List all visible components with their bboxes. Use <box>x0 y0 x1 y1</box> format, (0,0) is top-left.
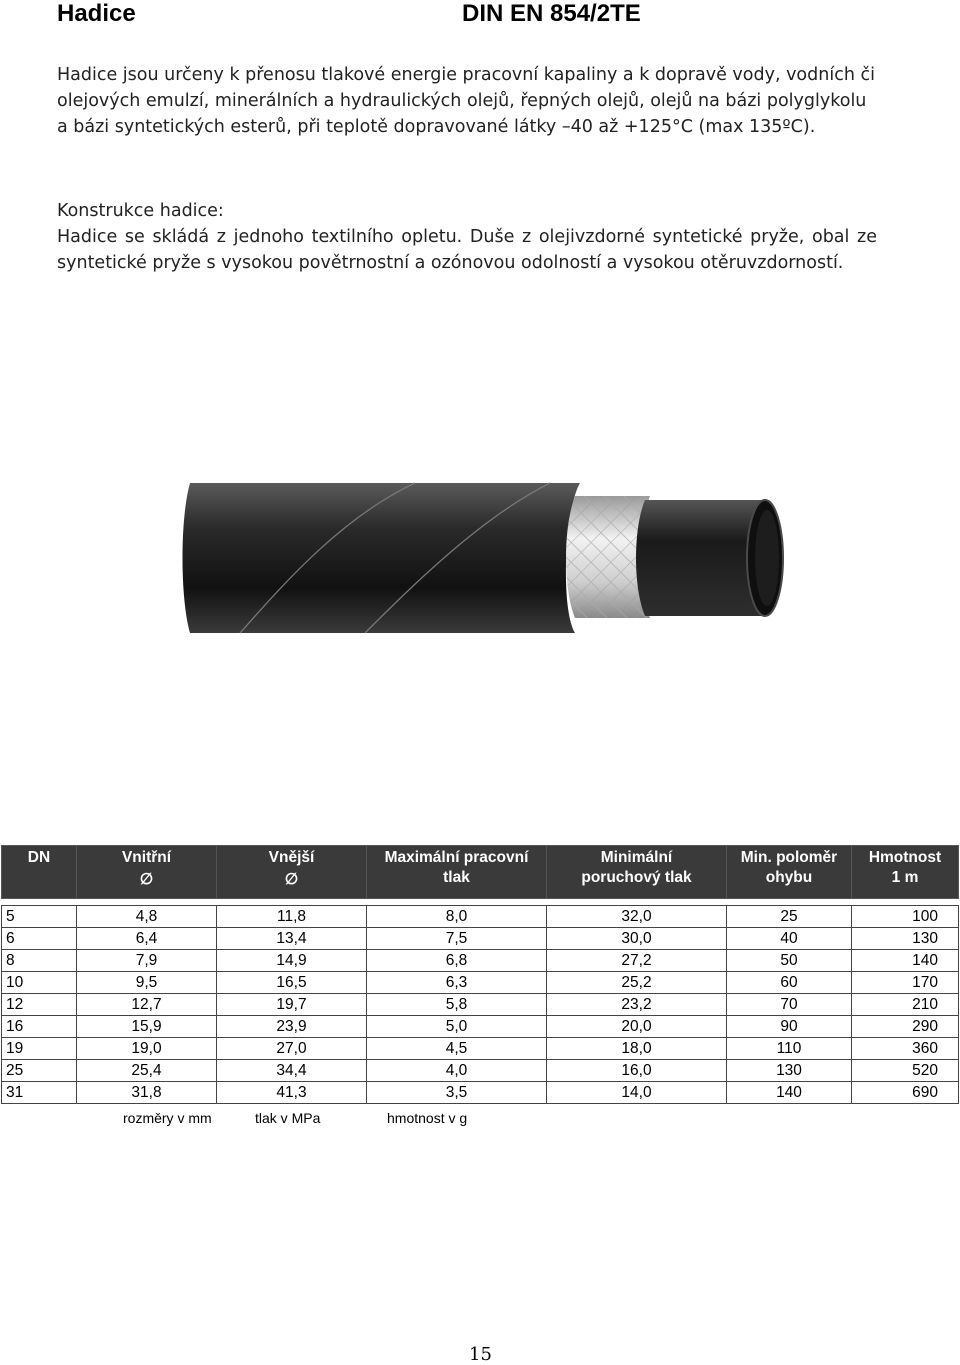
table-row: 8 7,9 14,9 6,8 27,2 50 140 <box>2 950 959 972</box>
construction-heading: Konstrukce hadice: <box>57 201 224 221</box>
diameter-icon: ∅ <box>139 871 154 888</box>
page-header <box>57 0 940 28</box>
page-number: 15 <box>469 1344 492 1365</box>
units-pressure: tlak v MPa <box>255 1110 321 1126</box>
spec-table <box>1 845 959 1104</box>
table-header-row <box>2 846 959 899</box>
header-min-burst-pressure: Minimální poruchový tlak <box>547 846 727 899</box>
table-row: 31 31,8 41,3 3,5 14,0 140 690 <box>2 1082 959 1104</box>
diameter-icon: ∅ <box>284 871 299 888</box>
standard-code: DIN EN 854/2TE <box>462 0 641 27</box>
header-outer-diameter: Vnější ∅ <box>217 846 367 899</box>
units-dimensions: rozměry v mm <box>123 1110 212 1126</box>
hose-illustration <box>180 478 790 638</box>
table-row: 6 6,4 13,4 7,5 30,0 40 130 <box>2 928 959 950</box>
intro-paragraph: Hadice jsou určeny k přenosu tlakové energie pracovní kapaliny a k dopravě vody, vodních či olejových emulzí, minerálních a hydraulických olejů, řepných olejů, olejů na bázi polyglykolu a bázi syntetických esterů, při teplotě dopravované látky –40 až +125°C (max 135ºC). <box>57 65 875 137</box>
table-row: 19 19,0 27,0 4,5 18,0 110 360 <box>2 1038 959 1060</box>
units-weight: hmotnost v g <box>387 1110 468 1126</box>
header-max-pressure: Maximální pracovní tlak <box>367 846 547 899</box>
header-dn: DN <box>2 846 77 899</box>
construction-paragraph: Hadice se skládá z jednoho textilního opletu. Duše z olejivzdorné syntetické pryže, obal ze syntetické pryže s vysokou povětrnostní a ozónovou odolností a vysokou otěruvzdorností. <box>57 227 877 273</box>
table-row: 16 15,9 23,9 5,0 20,0 90 290 <box>2 1016 959 1038</box>
table-row: 25 25,4 34,4 4,0 16,0 130 520 <box>2 1060 959 1082</box>
header-inner-diameter: Vnitřní ∅ <box>77 846 217 899</box>
header-weight: Hmotnost 1 m <box>852 846 959 899</box>
header-bend-radius: Min. poloměr ohybu <box>727 846 852 899</box>
table-row: 10 9,5 16,5 6,3 25,2 60 170 <box>2 972 959 994</box>
table-row: 5 4,8 11,8 8,0 32,0 25 100 <box>2 906 959 928</box>
table-row: 12 12,7 19,7 5,8 23,2 70 210 <box>2 994 959 1016</box>
table-spacer <box>2 899 959 906</box>
page-title: Hadice <box>57 0 136 27</box>
